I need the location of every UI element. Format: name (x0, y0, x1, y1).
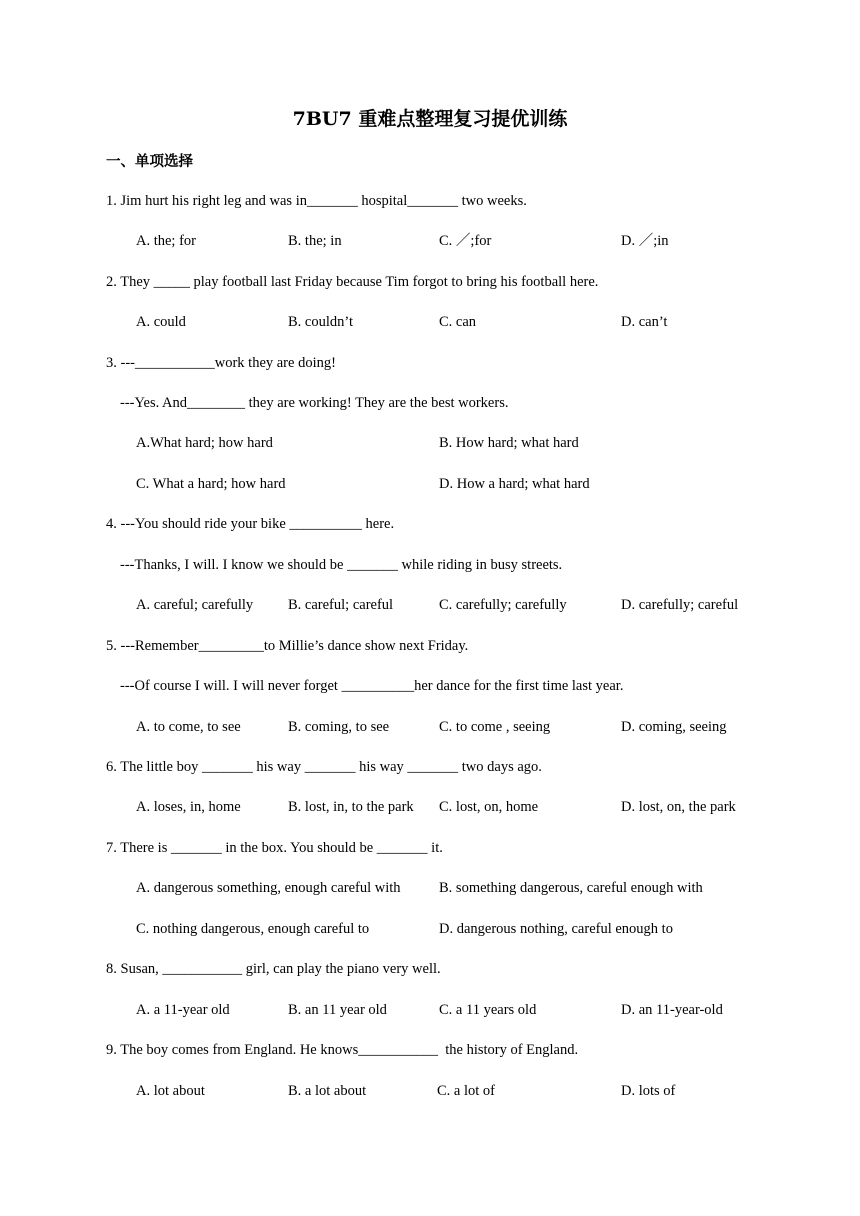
section-heading: 一、单项选择 (106, 154, 193, 170)
q3-option-b: B. How hard; what hard (439, 435, 579, 451)
question-9: 9. The boy comes from England. He knows___________ the history of England. (106, 1042, 579, 1058)
q1-option-a: A. the; for (136, 233, 196, 249)
q6-option-c: C. lost, on, home (439, 799, 539, 815)
q7-option-d: D. dangerous nothing, careful enough to (439, 921, 673, 937)
q4-option-b: B. careful; careful (288, 597, 394, 613)
question-2: 2. They _____ play football last Friday because Tim forgot to bring his football here. (106, 274, 599, 290)
q2-option-a: A. could (136, 314, 186, 330)
question-1: 1. Jim hurt his right leg and was in_______ hospital_______ two weeks. (106, 193, 527, 209)
question-5: 5. ---Remember_________to Millie’s dance show next Friday. (106, 638, 469, 654)
q4-option-d: D. carefully; careful (621, 597, 739, 613)
q9-option-d: D. lots of (621, 1083, 676, 1099)
q7-option-b: B. something dangerous, careful enough with (439, 880, 703, 896)
question-7: 7. There is _______ in the box. You should be _______ it. (106, 840, 443, 856)
q7-option-c: C. nothing dangerous, enough careful to (136, 921, 370, 937)
q6-option-d: D. lost, on, the park (621, 799, 736, 815)
q3-option-d: D. How a hard; what hard (439, 476, 590, 492)
q5-option-c: C. to come , seeing (439, 719, 551, 735)
q2-option-b: B. couldn’t (288, 314, 353, 330)
q6-option-b: B. lost, in, to the park (288, 799, 414, 815)
question-5-reply: ---Of course I will. I will never forget __________her dance for the first time last year. (120, 678, 624, 694)
q3-option-a: A.What hard; how hard (136, 435, 273, 451)
question-8: 8. Susan, ___________ girl, can play the piano very well. (106, 961, 441, 977)
q8-option-d: D. an 11-year-old (621, 1002, 723, 1018)
q9-option-b: B. a lot about (288, 1083, 367, 1099)
q2-option-c: C. can (439, 314, 477, 330)
question-3-reply: ---Yes. And________ they are working! They are the best workers. (120, 395, 509, 411)
q8-option-c: C. a 11 years old (439, 1002, 537, 1018)
q9-option-c: C. a lot of (437, 1083, 495, 1099)
q1-option-b: B. the; in (288, 233, 342, 249)
q5-option-b: B. coming, to see (288, 719, 390, 735)
q8-option-b: B. an 11 year old (288, 1002, 387, 1018)
question-6: 6. The little boy _______ his way _______ his way _______ two days ago. (106, 759, 542, 775)
q5-option-a: A. to come, to see (136, 719, 241, 735)
q1-option-d: D. ／;in (621, 233, 669, 249)
question-3: 3. ---___________work they are doing! (106, 355, 336, 371)
q1-option-c: C. ／;for (439, 233, 492, 249)
q4-option-a: A. careful; carefully (136, 597, 254, 613)
q6-option-a: A. loses, in, home (136, 799, 241, 815)
q8-option-a: A. a 11-year old (136, 1002, 230, 1018)
q5-option-d: D. coming, seeing (621, 719, 727, 735)
q4-option-c: C. carefully; carefully (439, 597, 567, 613)
q7-option-a: A. dangerous something, enough careful with (136, 880, 401, 896)
question-4: 4. ---You should ride your bike __________ here. (106, 516, 395, 532)
question-4-reply: ---Thanks, I will. I know we should be _______ while riding in busy streets. (120, 557, 563, 573)
q9-option-a: A. lot about (136, 1083, 205, 1099)
q2-option-d: D. can’t (621, 314, 668, 330)
page-title: 7BU7 重难点整理复习提优训练 (292, 108, 568, 130)
q3-option-c: C. What a hard; how hard (136, 476, 286, 492)
